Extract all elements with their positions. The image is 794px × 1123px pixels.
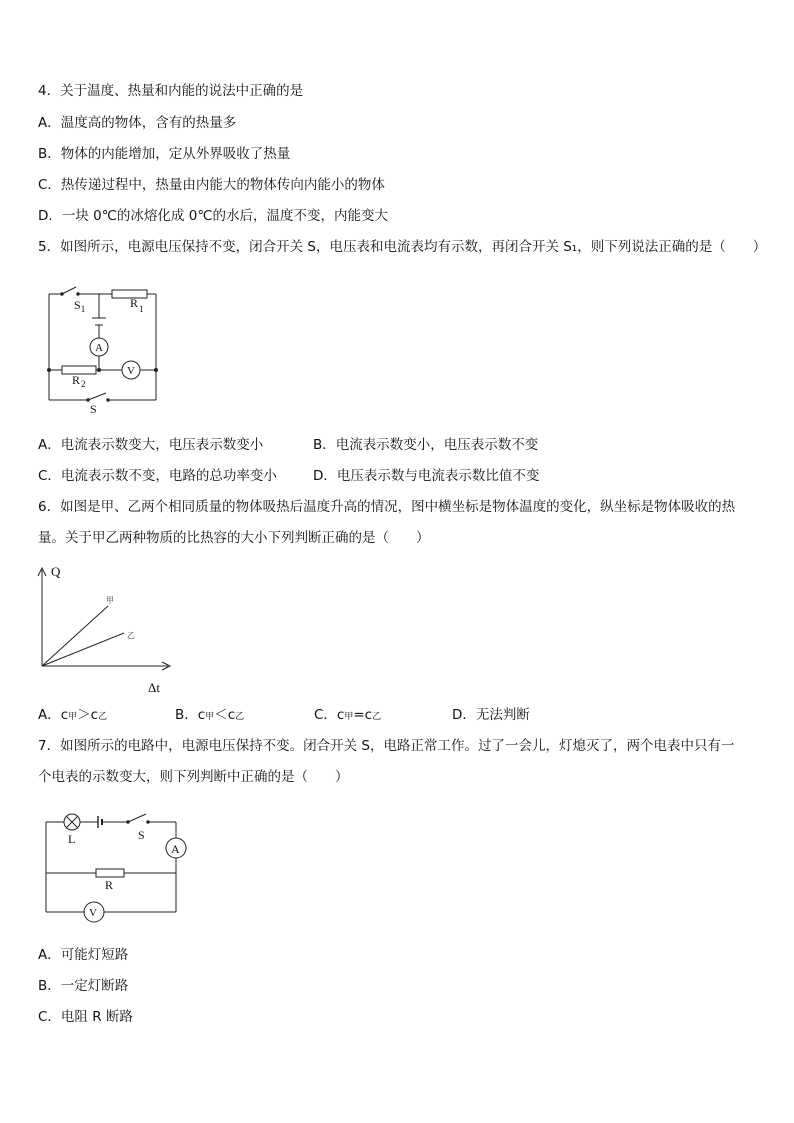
q6-option-a: A．c甲＞c乙 (38, 707, 108, 723)
q5-circuit-diagram (40, 282, 170, 416)
q6-line-jia-label: 甲 (106, 596, 114, 605)
q6-y-label: Q (51, 564, 61, 579)
q4-option-d: D．一块 0℃的冰熔化成 0℃的水后，温度不变，内能变大 (38, 208, 388, 224)
q6-graph (30, 558, 190, 698)
q4-option-b: B．物体的内能增加，定从外界吸收了热量 (38, 146, 291, 162)
q5-s-label: S (90, 402, 97, 416)
q6-option-d: D．无法判断 (452, 707, 530, 723)
q4-option-a: A．温度高的物体，含有的热量多 (38, 115, 237, 131)
q5-r2-label: $R_2$ (72, 373, 86, 389)
q6-option-b: B．c甲＜c乙 (175, 707, 245, 723)
q5-option-c: C．电流表示数不变，电路的总功率变小 (38, 468, 277, 484)
q6-line-yi (42, 633, 124, 666)
q7-stem-line2: 个电表的示数变大，则下列判断中正确的是（ ） (38, 769, 349, 785)
q7-voltmeter-label: V (89, 907, 97, 919)
q4-option-c: C．热传递过程中，热量由内能大的物体传向内能小的物体 (38, 177, 385, 193)
q5-stem: 5．如图所示，电源电压保持不变，闭合开关 S，电压表和电流表均有示数，再闭合开关 S₁，则下列说法正确的是（ ） (38, 239, 767, 255)
q6-line-jia (42, 606, 108, 666)
q7-ammeter-label: A (171, 842, 180, 856)
q5-voltmeter-label: V (127, 365, 135, 377)
q5-ammeter-label: A (95, 342, 103, 354)
q7-lamp-label: L (68, 832, 76, 846)
q6-stem-line2: 量。关于甲乙两种物质的比热容的大小下列判断正确的是（ ） (38, 530, 430, 546)
q7-option-c: C．电阻 R 断路 (38, 1009, 133, 1025)
q5-option-b: B．电流表示数变小，电压表示数不变 (313, 437, 539, 453)
q7-resistor-label: R (105, 878, 114, 892)
q6-option-c: C．c甲=c乙 (314, 707, 382, 723)
q6-line-yi-label: 乙 (127, 631, 135, 640)
q7-stem-line1: 7．如图所示的电路中，电源电压保持不变。闭合开关 S，电路正常工作。过了一会儿，灯熄灭了，两个电表中只有一 (38, 738, 735, 754)
q7-circuit-diagram (40, 808, 200, 928)
q5-option-d: D．电压表示数与电流表示数比值不变 (313, 468, 540, 484)
q6-stem-line1: 6．如图是甲、乙两个相同质量的物体吸热后温度升高的情况，图中横坐标是物体温度的变化，纵坐标是物体吸收的热 (38, 499, 736, 515)
q7-option-b: B．一定灯断路 (38, 978, 129, 994)
q6-x-label: Δt (148, 680, 160, 695)
q5-r1-label: $R_1$ (130, 296, 144, 314)
q7-option-a: A．可能灯短路 (38, 947, 129, 963)
q5-option-a: A．电流表示数变大，电压表示数变小 (38, 437, 264, 453)
q5-s1-label: $S_1$ (74, 298, 86, 314)
q7-switch-label: S (138, 828, 145, 842)
q7-resistor-icon (96, 869, 124, 877)
q4-stem: 4．关于温度、热量和内能的说法中正确的是 (38, 83, 304, 99)
